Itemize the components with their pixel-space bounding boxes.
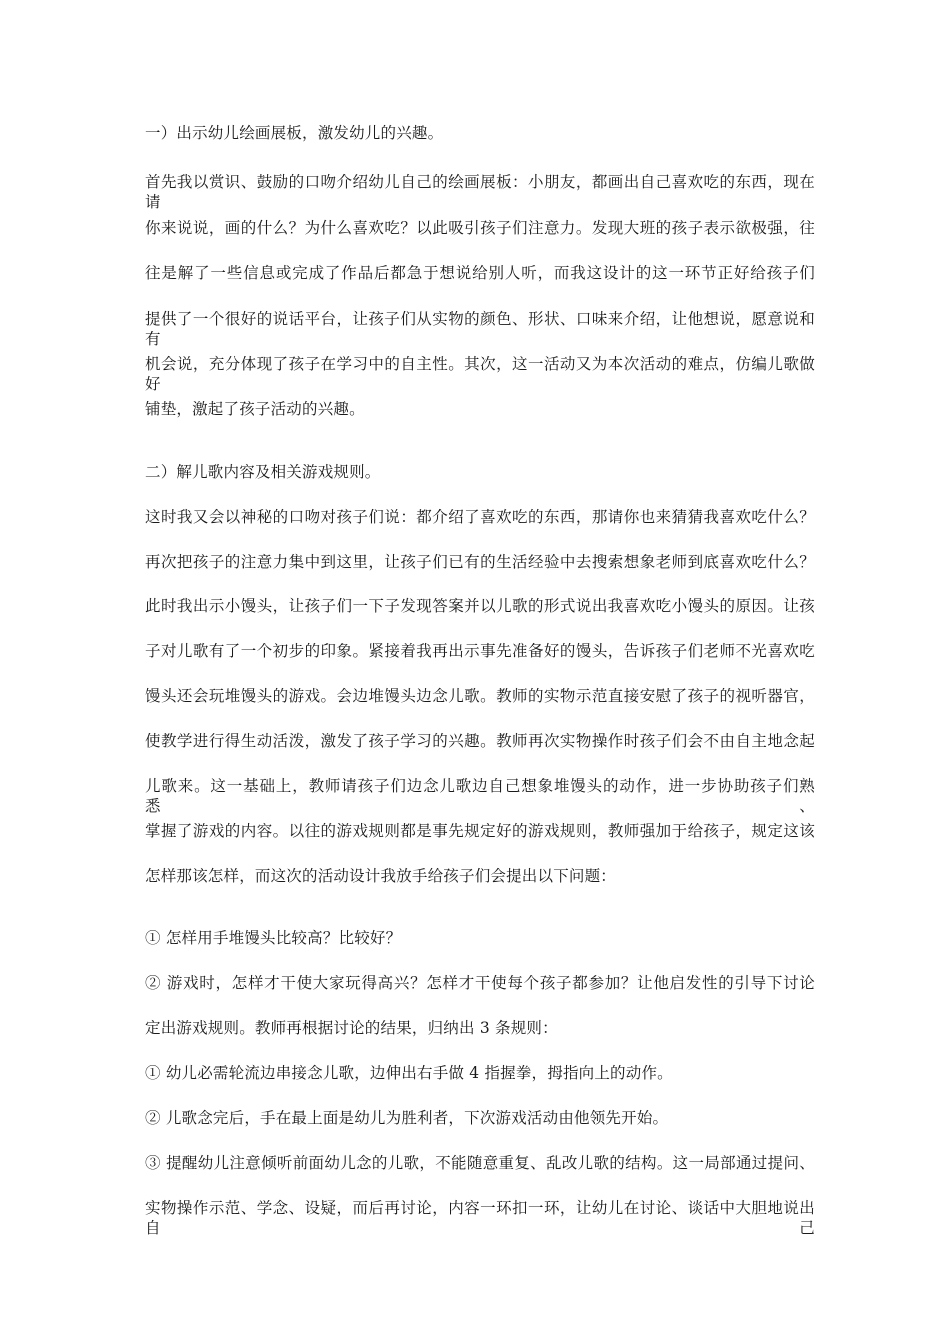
section-2-heading: 二）解儿歌内容及相关游戏规则。 (145, 463, 381, 481)
section-2-line: 此时我出示小馒头，让孩子们一下子发现答案并以儿歌的形式说出我喜欢吃小馒头的原因。让孩 (145, 597, 815, 615)
rule-item: ① 幼儿必需轮流边串接念儿歌，边伸出右手做 4 指握拳，拇指向上的动作。 (145, 1064, 673, 1082)
section-1-line: 往是解了一些信息或完成了作品后都急于想说给别人听，而我这设计的这一环节正好给孩子们 (145, 264, 815, 282)
section-2-line: 子对儿歌有了一个初步的印象。紧接着我再出示事先准备好的馒头，告诉孩子们老师不光喜欢吃 (145, 642, 815, 660)
question-item: ① 怎样用手堆馒头比较高？比较好？ (145, 929, 402, 947)
section-2-line: 馒头还会玩堆馒头的游戏。会边堆馒头边念儿歌。教师的实物示范直接安慰了孩子的视听器官， (145, 687, 815, 705)
rule-item-continuation: 实物操作示范、学念、设疑，而后再讨论，内容一环扣一环，让幼儿在讨论、谈话中大胆地说出自己 (145, 1199, 815, 1237)
section-1-heading: 一）出示幼儿绘画展板，激发幼儿的兴趣。 (145, 124, 444, 142)
section-1-line: 首先我以赏识、鼓励的口吻介绍幼儿自己的绘画展板：小朋友，都画出自己喜欢吃的东西，现在请 (145, 173, 815, 211)
section-1-line: 提供了一个很好的说话平台，让孩子们从实物的颜色、形状、口味来介绍，让他想说，愿意说和有 (145, 310, 815, 348)
question-item-continuation: 定出游戏规则。教师再根据讨论的结果，归纳出 3 条规则： (145, 1019, 558, 1037)
section-2-line: 再次把孩子的注意力集中到这里，让孩子们已有的生活经验中去搜索想象老师到底喜欢吃什么？ (145, 553, 815, 571)
section-2-line: 这时我又会以神秘的口吻对孩子们说：都介绍了喜欢吃的东西，那请你也来猜猜我喜欢吃什么？ (145, 508, 815, 526)
rule-item: ③ 提醒幼儿注意倾听前面幼儿念的儿歌，不能随意重复、乱改儿歌的结构。这一局部通过提问、 (145, 1154, 815, 1172)
rule-item: ② 儿歌念完后，手在最上面是幼儿为胜利者，下次游戏活动由他领先开始。 (145, 1109, 669, 1127)
section-1-line: 机会说，充分体现了孩子在学习中的自主性。其次，这一活动又为本次活动的难点，仿编儿歌做好 (145, 355, 815, 393)
section-1-line: 铺垫，激起了孩子活动的兴趣。 (145, 400, 365, 418)
section-2-line: 怎样那该怎样，而这次的活动设计我放手给孩子们会提出以下问题： (145, 867, 617, 885)
section-2-line: 儿歌来。这一基础上，教师请孩子们边念儿歌边自己想象堆馒头的动作，进一步协助孩子们熟悉、 (145, 777, 815, 815)
section-2-line: 掌握了游戏的内容。以往的游戏规则都是事先规定好的游戏规则，教师强加于给孩子，规定这该 (145, 822, 815, 840)
section-2-line: 使教学进行得生动活泼，激发了孩子学习的兴趣。教师再次实物操作时孩子们会不由自主地念起 (145, 732, 815, 750)
section-1-line: 你来说说，画的什么？为什么喜欢吃？以此吸引孩子们注意力。发现大班的孩子表示欲极强，往 (145, 219, 815, 237)
question-item: ② 游戏时，怎样才干使大家玩得高兴？怎样才干使每个孩子都参加？让他启发性的引导下讨论 (145, 974, 815, 992)
